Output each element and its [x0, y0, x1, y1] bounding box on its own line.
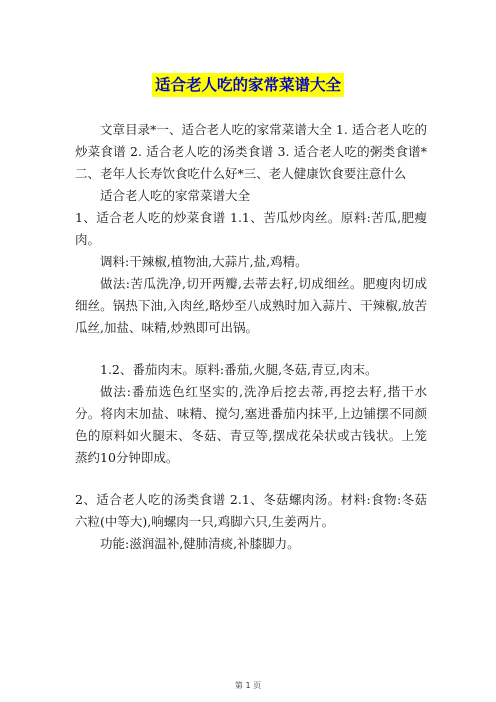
section-heading: 适合老人吃的家常菜谱大全 — [100, 188, 251, 203]
paragraph-method-2: 做法:番茄选色红坚实的,洗净后挖去蒂,再挖去籽,揩干水分。将肉末加盐、味精、搅匀,塞进番茄内抹平,上边铺摆不同颜色的原料如火腿末、冬菇、青豆等,摆成花朵状或古钱状。上笼蒸约10分钟即成。 — [75, 384, 427, 465]
spacer — [75, 469, 427, 489]
title-container — [0, 73, 496, 97]
page-number: 第 1 页 — [234, 681, 262, 690]
paragraph-stir-fry-intro: 1、适合老人吃的炒菜食谱 1.1、苦瓜炒肉丝。原料:苦瓜,肥瘦肉。 — [75, 210, 427, 247]
spacer — [75, 339, 427, 359]
paragraph-function: 功能:滋润温补,健肺清痰,补膝脚力。 — [100, 536, 300, 551]
paragraph-method-1: 做法:苦瓜洗净,切开两瓣,去蒂去籽,切成细丝。肥瘦肉切成细丝。锅热下油,入肉丝,略炒至八成熟时加入蒜片、干辣椒,放苦瓜丝,加盐、味精,炒熟即可出锅。 — [75, 276, 427, 335]
paragraph-seasonings: 调料:干辣椒,植物油,大蒜片,盐,鸡精。 — [100, 254, 308, 269]
document-title: 适合老人吃的家常菜谱大全 — [152, 73, 344, 97]
paragraph-soup-intro: 2、适合老人吃的汤类食谱 2.1、冬菇螺肉汤。材料:食物:冬菇六粒(中等大),响螺肉一只,鸡脚六只,生姜两片。 — [75, 492, 427, 529]
paragraph-tomato-intro: 1.2、番茄肉末。原料:番茄,火腿,冬菇,青豆,肉末。 — [100, 362, 378, 377]
document-body — [75, 119, 427, 555]
table-of-contents: 文章目录*一、适合老人吃的家常菜谱大全 1. 适合老人吃的炒菜食谱 2. 适合老人吃的汤类食谱 3. 适合老人吃的粥类食谱*二、老年人长寿饮食吃什么好*三、老人健康饮食要注意什么 — [75, 122, 427, 181]
